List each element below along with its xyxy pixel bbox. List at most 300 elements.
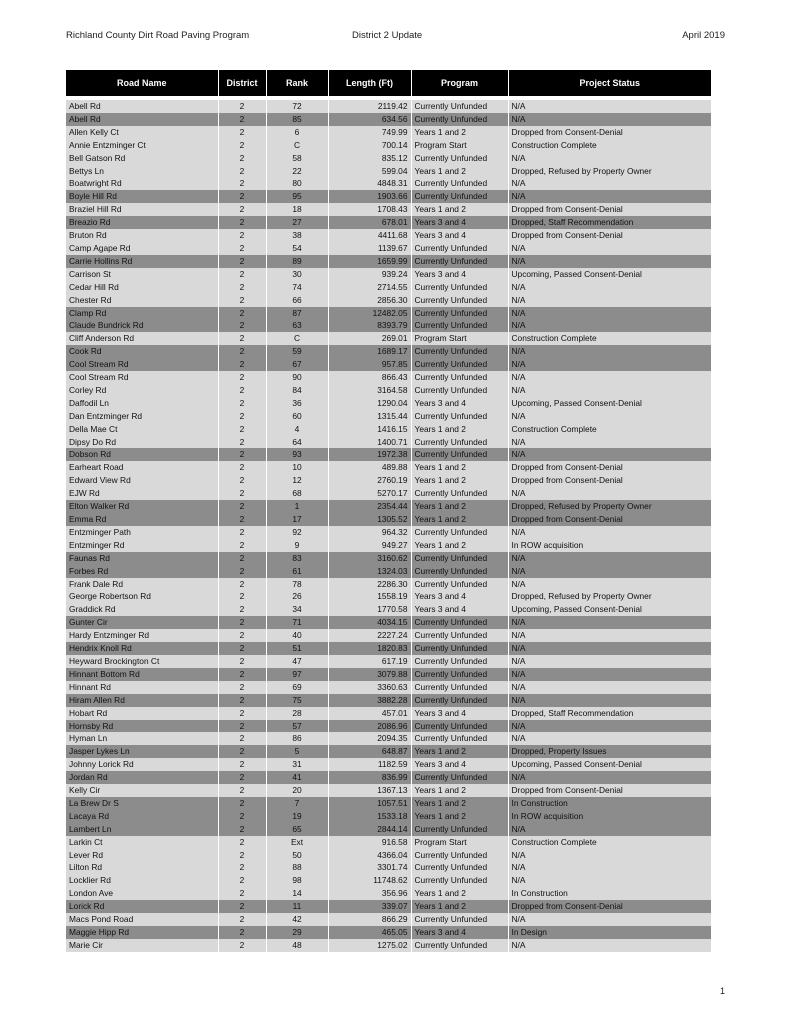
cell-length: 949.27 (328, 539, 411, 552)
table-row (66, 926, 711, 939)
cell-district: 2 (218, 229, 266, 242)
cell-district: 2 (218, 603, 266, 616)
column-header-district: District (218, 70, 266, 96)
cell-project-status: N/A (508, 629, 711, 642)
cell-program: Currently Unfunded (411, 345, 508, 358)
header-date: April 2019 (682, 30, 725, 41)
cell-district: 2 (218, 552, 266, 565)
cell-district: 2 (218, 281, 266, 294)
cell-rank: 40 (266, 629, 328, 642)
cell-district: 2 (218, 655, 266, 668)
cell-project-status: N/A (508, 242, 711, 255)
cell-rank: 51 (266, 642, 328, 655)
cell-length: 1057.51 (328, 797, 411, 810)
cell-road-name: La Brew Dr S (66, 797, 218, 810)
cell-road-name: Camp Agape Rd (66, 242, 218, 255)
table-row (66, 836, 711, 849)
cell-program: Currently Unfunded (411, 694, 508, 707)
cell-project-status: In Construction (508, 887, 711, 900)
table-row (66, 526, 711, 539)
cell-district: 2 (218, 810, 266, 823)
cell-project-status: Dropped from Consent-Denial (508, 203, 711, 216)
cell-length: 3164.58 (328, 384, 411, 397)
cell-road-name: Cool Stream Rd (66, 371, 218, 384)
cell-program: Years 3 and 4 (411, 216, 508, 229)
cell-program: Years 1 and 2 (411, 797, 508, 810)
cell-program: Years 1 and 2 (411, 203, 508, 216)
cell-project-status: Dropped from Consent-Denial (508, 229, 711, 242)
cell-district: 2 (218, 423, 266, 436)
cell-length: 1400.71 (328, 436, 411, 449)
cell-project-status: Dropped from Consent-Denial (508, 474, 711, 487)
cell-program: Currently Unfunded (411, 823, 508, 836)
cell-length: 2714.55 (328, 281, 411, 294)
cell-project-status: Construction Complete (508, 836, 711, 849)
cell-length: 457.01 (328, 707, 411, 720)
road-table (66, 70, 711, 952)
cell-length: 3882.28 (328, 694, 411, 707)
cell-district: 2 (218, 874, 266, 887)
cell-rank: 30 (266, 268, 328, 281)
cell-road-name: Emma Rd (66, 513, 218, 526)
cell-program: Currently Unfunded (411, 526, 508, 539)
cell-district: 2 (218, 823, 266, 836)
cell-district: 2 (218, 513, 266, 526)
cell-project-status: N/A (508, 526, 711, 539)
cell-length: 12482.05 (328, 307, 411, 320)
table-row (66, 294, 711, 307)
cell-district: 2 (218, 448, 266, 461)
cell-road-name: Lorick Rd (66, 900, 218, 913)
cell-district: 2 (218, 784, 266, 797)
cell-road-name: Hobart Rd (66, 707, 218, 720)
cell-project-status: Construction Complete (508, 423, 711, 436)
cell-rank: 63 (266, 319, 328, 332)
cell-length: 700.14 (328, 139, 411, 152)
table-row (66, 190, 711, 203)
cell-rank: 1 (266, 500, 328, 513)
cell-rank: 48 (266, 939, 328, 952)
table-row (66, 707, 711, 720)
table-row (66, 681, 711, 694)
cell-length: 1324.03 (328, 565, 411, 578)
table-row (66, 874, 711, 887)
cell-project-status: Dropped, Refused by Property Owner (508, 590, 711, 603)
cell-road-name: Boatwright Rd (66, 177, 218, 190)
cell-district: 2 (218, 836, 266, 849)
cell-rank: 31 (266, 758, 328, 771)
cell-rank: 86 (266, 732, 328, 745)
cell-rank: 57 (266, 720, 328, 733)
cell-program: Currently Unfunded (411, 242, 508, 255)
cell-district: 2 (218, 797, 266, 810)
cell-program: Currently Unfunded (411, 448, 508, 461)
cell-program: Currently Unfunded (411, 371, 508, 384)
cell-length: 339.07 (328, 900, 411, 913)
cell-program: Years 3 and 4 (411, 603, 508, 616)
table-row (66, 242, 711, 255)
cell-project-status: Construction Complete (508, 332, 711, 345)
cell-length: 1367.13 (328, 784, 411, 797)
cell-project-status: In Design (508, 926, 711, 939)
column-header-project-status: Project Status (508, 70, 711, 96)
cell-project-status: N/A (508, 668, 711, 681)
cell-rank: 38 (266, 229, 328, 242)
cell-rank: 90 (266, 371, 328, 384)
cell-district: 2 (218, 913, 266, 926)
cell-rank: 18 (266, 203, 328, 216)
cell-district: 2 (218, 345, 266, 358)
cell-district: 2 (218, 268, 266, 281)
cell-road-name: Frank Dale Rd (66, 578, 218, 591)
cell-program: Years 1 and 2 (411, 461, 508, 474)
cell-district: 2 (218, 590, 266, 603)
cell-length: 2286.30 (328, 578, 411, 591)
table-row (66, 887, 711, 900)
cell-program: Years 1 and 2 (411, 810, 508, 823)
cell-road-name: Daffodil Ln (66, 397, 218, 410)
cell-program: Currently Unfunded (411, 436, 508, 449)
cell-rank: 54 (266, 242, 328, 255)
cell-road-name: Cliff Anderson Rd (66, 332, 218, 345)
cell-rank: 20 (266, 784, 328, 797)
cell-program: Currently Unfunded (411, 565, 508, 578)
cell-district: 2 (218, 758, 266, 771)
cell-project-status: In ROW acquisition (508, 810, 711, 823)
cell-road-name: Dipsy Do Rd (66, 436, 218, 449)
cell-program: Currently Unfunded (411, 681, 508, 694)
table-body (66, 100, 711, 952)
cell-project-status: N/A (508, 384, 711, 397)
table-row (66, 281, 711, 294)
column-header-road-name: Road Name (66, 70, 218, 96)
table-row (66, 255, 711, 268)
cell-project-status: N/A (508, 281, 711, 294)
table-row (66, 100, 711, 113)
cell-project-status: N/A (508, 177, 711, 190)
cell-length: 1139.67 (328, 242, 411, 255)
cell-road-name: Marie Cir (66, 939, 218, 952)
table-row (66, 126, 711, 139)
cell-program: Currently Unfunded (411, 720, 508, 733)
cell-program: Currently Unfunded (411, 190, 508, 203)
cell-road-name: Chester Rd (66, 294, 218, 307)
cell-road-name: Lambert Ln (66, 823, 218, 836)
cell-rank: 41 (266, 771, 328, 784)
cell-length: 1558.19 (328, 590, 411, 603)
cell-rank: 75 (266, 694, 328, 707)
cell-project-status: N/A (508, 552, 711, 565)
cell-rank: 87 (266, 307, 328, 320)
table-row (66, 539, 711, 552)
cell-program: Currently Unfunded (411, 358, 508, 371)
cell-rank: 83 (266, 552, 328, 565)
cell-length: 356.96 (328, 887, 411, 900)
table-row (66, 423, 711, 436)
cell-program: Currently Unfunded (411, 487, 508, 500)
table-row (66, 797, 711, 810)
cell-district: 2 (218, 861, 266, 874)
table-row (66, 939, 711, 952)
table-row (66, 900, 711, 913)
cell-road-name: EJW Rd (66, 487, 218, 500)
table-row (66, 694, 711, 707)
cell-road-name: Locklier Rd (66, 874, 218, 887)
cell-road-name: Earheart Road (66, 461, 218, 474)
cell-district: 2 (218, 745, 266, 758)
cell-project-status: N/A (508, 255, 711, 268)
cell-program: Years 3 and 4 (411, 229, 508, 242)
cell-project-status: Dropped, Staff Recommendation (508, 707, 711, 720)
table-row (66, 307, 711, 320)
cell-district: 2 (218, 771, 266, 784)
cell-project-status: Dropped from Consent-Denial (508, 513, 711, 526)
cell-program: Years 3 and 4 (411, 268, 508, 281)
cell-length: 957.85 (328, 358, 411, 371)
cell-program: Currently Unfunded (411, 629, 508, 642)
table-row (66, 384, 711, 397)
cell-program: Years 1 and 2 (411, 784, 508, 797)
cell-project-status: Dropped, Staff Recommendation (508, 216, 711, 229)
header-district-title: District 2 Update (352, 30, 423, 41)
table-row (66, 177, 711, 190)
cell-length: 2354.44 (328, 500, 411, 513)
cell-road-name: Entzminger Rd (66, 539, 218, 552)
cell-project-status: N/A (508, 345, 711, 358)
cell-rank: 47 (266, 655, 328, 668)
cell-program: Currently Unfunded (411, 307, 508, 320)
cell-project-status: N/A (508, 874, 711, 887)
cell-project-status: N/A (508, 319, 711, 332)
cell-project-status: N/A (508, 100, 711, 113)
cell-rank: 28 (266, 707, 328, 720)
cell-rank: 60 (266, 410, 328, 423)
cell-rank: 10 (266, 461, 328, 474)
cell-rank: 95 (266, 190, 328, 203)
cell-rank: 26 (266, 590, 328, 603)
column-header-program: Program (411, 70, 508, 96)
cell-road-name: Jasper Lykes Ln (66, 745, 218, 758)
cell-district: 2 (218, 152, 266, 165)
cell-district: 2 (218, 255, 266, 268)
cell-road-name: Claude Bundrick Rd (66, 319, 218, 332)
cell-road-name: Forbes Rd (66, 565, 218, 578)
cell-road-name: Corley Rd (66, 384, 218, 397)
cell-length: 1315.44 (328, 410, 411, 423)
table-row (66, 474, 711, 487)
table-row (66, 668, 711, 681)
table-row (66, 720, 711, 733)
cell-length: 1903.66 (328, 190, 411, 203)
cell-program: Currently Unfunded (411, 410, 508, 423)
cell-program: Program Start (411, 332, 508, 345)
cell-rank: 67 (266, 358, 328, 371)
cell-district: 2 (218, 216, 266, 229)
cell-length: 11748.62 (328, 874, 411, 887)
cell-program: Currently Unfunded (411, 319, 508, 332)
table-row (66, 487, 711, 500)
table-row (66, 461, 711, 474)
cell-project-status: Dropped from Consent-Denial (508, 126, 711, 139)
cell-rank: 85 (266, 113, 328, 126)
cell-length: 1708.43 (328, 203, 411, 216)
cell-project-status: N/A (508, 294, 711, 307)
cell-program: Years 3 and 4 (411, 758, 508, 771)
cell-program: Currently Unfunded (411, 152, 508, 165)
table-row (66, 139, 711, 152)
cell-project-status: Dropped from Consent-Denial (508, 900, 711, 913)
cell-rank: 34 (266, 603, 328, 616)
cell-road-name: Hornsby Rd (66, 720, 218, 733)
cell-road-name: Larkin Ct (66, 836, 218, 849)
cell-program: Currently Unfunded (411, 177, 508, 190)
header-program-title: Richland County Dirt Road Paving Program (66, 30, 250, 41)
cell-program: Currently Unfunded (411, 874, 508, 887)
table-row (66, 732, 711, 745)
cell-program: Currently Unfunded (411, 616, 508, 629)
cell-program: Years 1 and 2 (411, 500, 508, 513)
cell-length: 648.87 (328, 745, 411, 758)
cell-rank: 93 (266, 448, 328, 461)
table-row (66, 332, 711, 345)
cell-road-name: Breazio Rd (66, 216, 218, 229)
cell-project-status: Upcoming, Passed Consent-Denial (508, 268, 711, 281)
cell-program: Years 1 and 2 (411, 165, 508, 178)
cell-rank: 74 (266, 281, 328, 294)
cell-program: Currently Unfunded (411, 861, 508, 874)
cell-road-name: Hardy Entzminger Rd (66, 629, 218, 642)
cell-district: 2 (218, 526, 266, 539)
table-row (66, 784, 711, 797)
cell-length: 489.88 (328, 461, 411, 474)
cell-rank: 22 (266, 165, 328, 178)
cell-program: Program Start (411, 139, 508, 152)
cell-district: 2 (218, 629, 266, 642)
table-row (66, 745, 711, 758)
cell-program: Years 1 and 2 (411, 474, 508, 487)
cell-project-status: N/A (508, 152, 711, 165)
cell-length: 269.01 (328, 332, 411, 345)
table-row (66, 629, 711, 642)
cell-project-status: N/A (508, 410, 711, 423)
cell-road-name: Annie Entzminger Ct (66, 139, 218, 152)
cell-project-status: N/A (508, 771, 711, 784)
cell-length: 8393.79 (328, 319, 411, 332)
cell-rank: 9 (266, 539, 328, 552)
cell-road-name: Jordan Rd (66, 771, 218, 784)
cell-road-name: Cedar Hill Rd (66, 281, 218, 294)
cell-program: Currently Unfunded (411, 100, 508, 113)
cell-rank: 65 (266, 823, 328, 836)
cell-district: 2 (218, 203, 266, 216)
table-row (66, 152, 711, 165)
cell-road-name: Boyle Hill Rd (66, 190, 218, 203)
cell-road-name: Entzminger Path (66, 526, 218, 539)
cell-program: Years 1 and 2 (411, 745, 508, 758)
cell-road-name: Clamp Rd (66, 307, 218, 320)
cell-district: 2 (218, 720, 266, 733)
table-row (66, 113, 711, 126)
table-row (66, 216, 711, 229)
cell-road-name: Elton Walker Rd (66, 500, 218, 513)
cell-district: 2 (218, 707, 266, 720)
cell-length: 1689.17 (328, 345, 411, 358)
cell-project-status: N/A (508, 307, 711, 320)
cell-rank: C (266, 332, 328, 345)
cell-rank: 19 (266, 810, 328, 823)
table-row (66, 758, 711, 771)
cell-program: Currently Unfunded (411, 281, 508, 294)
cell-project-status: N/A (508, 487, 711, 500)
cell-district: 2 (218, 307, 266, 320)
cell-length: 835.12 (328, 152, 411, 165)
cell-program: Years 3 and 4 (411, 397, 508, 410)
cell-program: Currently Unfunded (411, 552, 508, 565)
cell-road-name: Bruton Rd (66, 229, 218, 242)
cell-length: 2094.35 (328, 732, 411, 745)
cell-project-status: N/A (508, 655, 711, 668)
cell-project-status: N/A (508, 913, 711, 926)
cell-length: 1659.99 (328, 255, 411, 268)
cell-project-status: Dropped, Refused by Property Owner (508, 500, 711, 513)
cell-program: Currently Unfunded (411, 668, 508, 681)
cell-project-status: Dropped from Consent-Denial (508, 784, 711, 797)
table-row (66, 771, 711, 784)
cell-rank: 7 (266, 797, 328, 810)
cell-project-status: N/A (508, 939, 711, 952)
cell-project-status: N/A (508, 732, 711, 745)
cell-length: 2119.42 (328, 100, 411, 113)
cell-project-status: Upcoming, Passed Consent-Denial (508, 397, 711, 410)
cell-project-status: N/A (508, 861, 711, 874)
cell-district: 2 (218, 461, 266, 474)
cell-road-name: Bettys Ln (66, 165, 218, 178)
cell-project-status: N/A (508, 694, 711, 707)
cell-length: 3360.63 (328, 681, 411, 694)
cell-district: 2 (218, 887, 266, 900)
cell-length: 1416.15 (328, 423, 411, 436)
cell-district: 2 (218, 939, 266, 952)
cell-program: Years 1 and 2 (411, 423, 508, 436)
table-row (66, 616, 711, 629)
cell-rank: 5 (266, 745, 328, 758)
cell-rank: 42 (266, 913, 328, 926)
cell-program: Program Start (411, 836, 508, 849)
cell-program: Currently Unfunded (411, 913, 508, 926)
cell-road-name: Lacaya Rd (66, 810, 218, 823)
cell-rank: 84 (266, 384, 328, 397)
cell-length: 866.43 (328, 371, 411, 384)
cell-road-name: Hyman Ln (66, 732, 218, 745)
table-row (66, 552, 711, 565)
cell-project-status: N/A (508, 823, 711, 836)
cell-district: 2 (218, 139, 266, 152)
cell-district: 2 (218, 410, 266, 423)
cell-road-name: Cool Stream Rd (66, 358, 218, 371)
cell-road-name: Carrie Hollins Rd (66, 255, 218, 268)
cell-program: Currently Unfunded (411, 771, 508, 784)
cell-rank: Ext (266, 836, 328, 849)
cell-district: 2 (218, 190, 266, 203)
cell-district: 2 (218, 332, 266, 345)
cell-length: 836.99 (328, 771, 411, 784)
cell-district: 2 (218, 165, 266, 178)
cell-length: 749.99 (328, 126, 411, 139)
cell-length: 678.01 (328, 216, 411, 229)
cell-district: 2 (218, 474, 266, 487)
cell-rank: 50 (266, 849, 328, 862)
cell-district: 2 (218, 371, 266, 384)
